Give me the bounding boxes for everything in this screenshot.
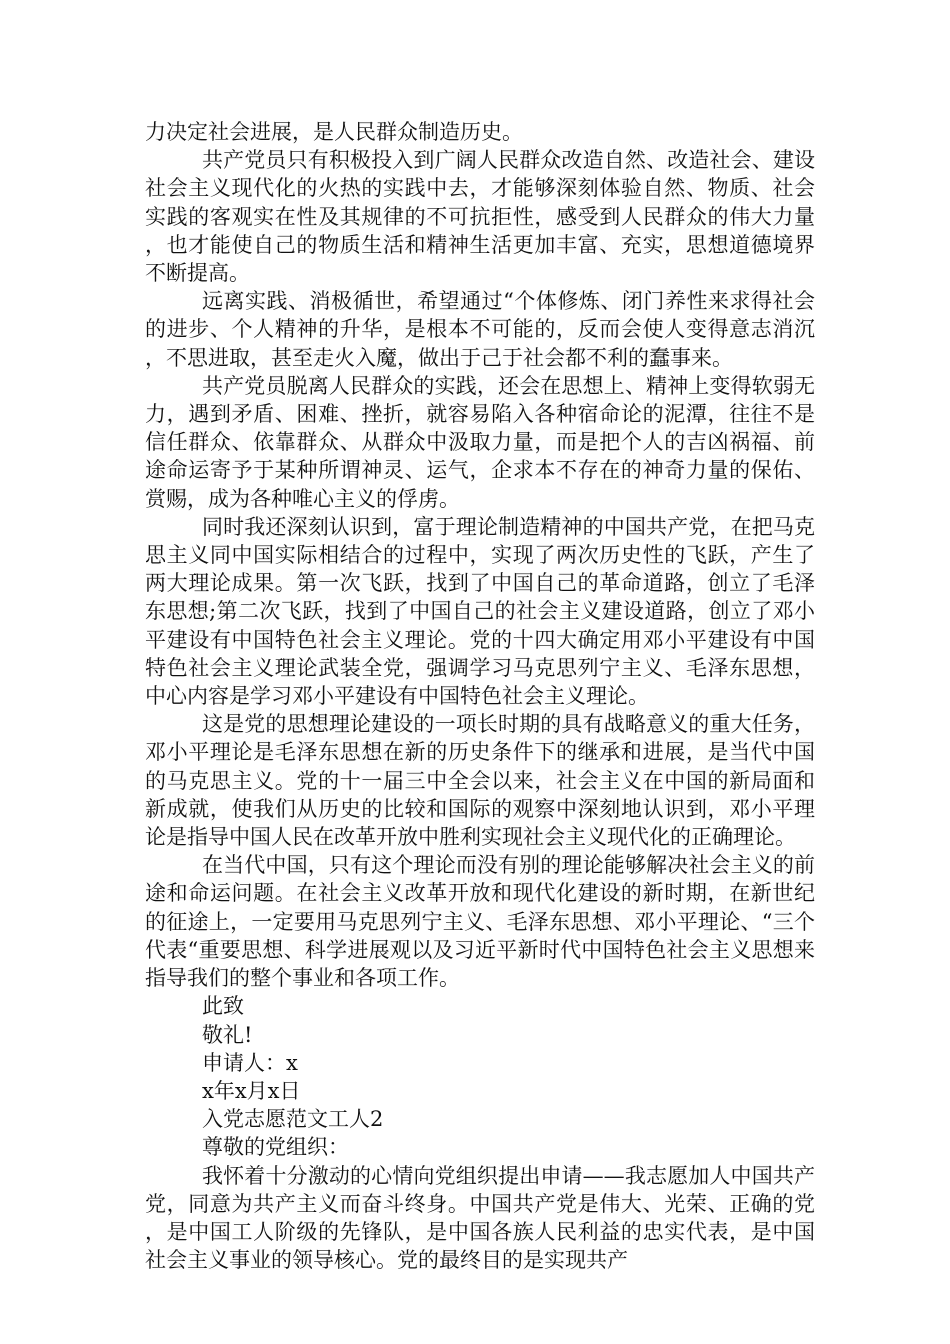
- document-page: [145, 118, 815, 1274]
- section-title: 入党志愿范文工人2: [202, 1107, 384, 1132]
- closing-regards: 敬礼!: [202, 1022, 253, 1047]
- date-line: x年x月x日: [202, 1078, 301, 1103]
- section-salutation: 尊敬的党组织：: [202, 1135, 349, 1160]
- paragraph-masses: 共产党员脱离人民群众的实践，还会在思想上、精神上变得软弱无力，遇到矛盾、困难、挫折，就容易陷入各种宿命论的泥潭，往往不是信任群众、依靠群众、从群众中汲取力量，而是把个人的吉凶祸福、前途命运寄予于某种所谓神灵、运气，企求本不存在的神奇力量的保佑、赏赐，成为各种唯心主义的俘虏。: [145, 373, 815, 511]
- paragraph-contemporary-china: 在当代中国，只有这个理论而没有别的理论能够解决社会主义的前途和命运问题。在社会主义改革开放和现代化建设的新时期，在新世纪的征途上，一定要用马克思列宁主义、毛泽东思想、邓小平理论、“三个代表“重要思想、科学进展观以及习近平新时代中国特色社会主义思想来指导我们的整个事业和各项工作。: [145, 853, 815, 991]
- paragraph-deng-theory: 这是党的思想理论建设的一项长时期的具有战略意义的重大任务，邓小平理论是毛泽东思想在新的历史条件下的继承和进展，是当代中国的马克思主义。党的十一届三中全会以来，社会主义在中国的新局面和新成就，使我们从历史的比较和国际的观察中深刻地认识到，邓小平理论是指导中国人民在改革开放中胜利实现社会主义现代化的正确理论。: [145, 712, 815, 850]
- applicant-line: 申请人：x: [202, 1050, 298, 1075]
- paragraph-theory: 同时我还深刻认识到，富于理论制造精神的中国共产党，在把马克思主义同中国实际相结合的过程中，实现了两次历史性的飞跃，产生了两大理论成果。第一次飞跃，找到了中国自己的革命道路，创立了毛泽东思想;第二次飞跃，找到了中国自己的社会主义建设道路，创立了邓小平建设有中国特色社会主义理论。党的十四大确定用邓小平建设有中国特色社会主义理论武装全党，强调学习马克思列宁主义、毛泽东思想，中心内容是学习邓小平建设有中国特色社会主义理论。: [145, 514, 815, 709]
- paragraph-practice: 共产党员只有积极投入到广阔人民群众改造自然、改造社会、建设社会主义现代化的火热的实践中去，才能够深刻体验自然、物质、社会实践的客观实在性及其规律的不可抗拒性，感受到人民群众的伟大力量，也才能使自己的物质生活和精神生活更加丰富、充实，思想道德境界不断提高。: [145, 148, 815, 286]
- paragraph-detachment: 远离实践、消极循世，希望通过“个体修炼、闭门养性来求得社会的进步、个人精神的升华，是根本不可能的，反而会使人变得意志消沉，不思进取，甚至走火入魔，做出于己于社会都不利的蠢事来。: [145, 289, 815, 370]
- closing-salutation: 此致: [202, 994, 244, 1019]
- section-body-paragraph: 我怀着十分激动的心情向党组织提出申请——我志愿加人中国共产党，同意为共产主义而奋斗终身。中国共产党是伟大、光荣、正确的党，是中国工人阶级的先锋队，是中国各族人民利益的忠实代表，是中国社会主义事业的领导核心。党的最终目的是实现共产: [145, 1163, 815, 1273]
- paragraph-continuation: 力决定社会进展，是人民群众制造历史。: [145, 120, 523, 144]
